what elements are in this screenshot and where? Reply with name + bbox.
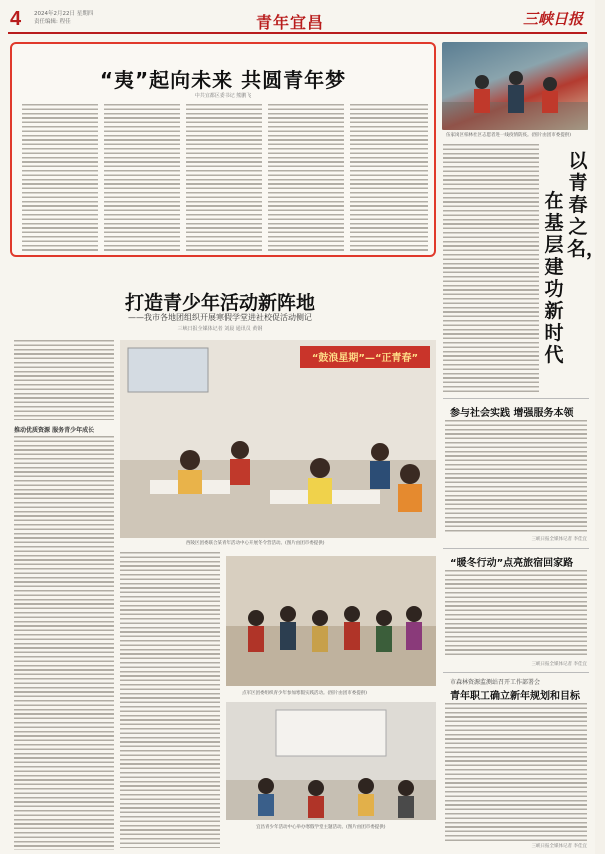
side-story-1-text [445, 420, 587, 532]
right-text-column [443, 144, 539, 394]
issue-meta [34, 10, 93, 26]
issue-editor: 责任编辑: 程佳 [34, 19, 71, 25]
feature-article [10, 42, 436, 257]
middle-text-column-1 [14, 436, 114, 850]
classroom-photo [120, 340, 436, 538]
side-story-1-author: 三峡日报全媒体记者 李佳宜 [531, 537, 587, 542]
volunteer-photo-caption: 伍家岗区柏林社区志愿者进一线疫情防疫。(图片由团市委提供) [446, 133, 572, 138]
side-story-3-author: 三峡日报全媒体记者 李佳宜 [531, 844, 587, 849]
side-divider-2 [443, 548, 589, 549]
side-story-3-kicker: 市森林资源监测站召开工作部署会 [450, 679, 541, 686]
middle-subhead: 推动优质资源 服务青少年成长 [14, 427, 95, 434]
classroom-photo-scene [120, 340, 436, 538]
section-title: 青年宜昌 [256, 13, 325, 32]
volunteer-photo [442, 42, 588, 130]
page-number: 4 [10, 8, 22, 30]
side-story-1-title: 参与社会实践 增强服务本领 [450, 408, 574, 419]
middle-headline: 打造青少年活动新阵地 [124, 292, 315, 314]
middle-byline: 三峡日报全媒体记者 刘晨 通讯员 黄钢 [177, 326, 263, 332]
masthead [8, 6, 587, 34]
newspaper-logo: 三峡日报 [522, 10, 583, 28]
classroom-banner-text: “鼓浪星期”—“正青春” [311, 353, 419, 364]
vertical-headline [543, 150, 605, 390]
feature-text-column-5 [350, 104, 428, 252]
practice-photo [226, 556, 436, 686]
side-divider-1 [443, 398, 589, 399]
youth-center-photo-scene [226, 702, 436, 820]
youth-center-photo-caption: 宜昌青少年活动中心举办寒假学堂主题活动。(图片由团市委提供) [256, 825, 386, 830]
feature-text-column-1 [22, 104, 98, 252]
youth-center-photo [226, 702, 436, 820]
side-story-2-author: 三峡日报全媒体记者 李佳宜 [531, 662, 587, 667]
middle-subheadline: ——我市各地团组织开展寒假学堂进社校促活动侧记 [128, 313, 312, 322]
feature-byline: 中共宜都区委书记 熊鹏飞 [194, 93, 252, 99]
feature-headline: “夷”起向未来 共圆青年梦 [99, 68, 347, 92]
side-story-3-title: 青年职工确立新年规划和目标 [450, 691, 580, 702]
middle-text-column-2 [120, 552, 220, 848]
volunteer-photo-figures [442, 42, 588, 130]
middle-lead-text [14, 340, 114, 420]
feature-text-column-3 [186, 104, 262, 252]
vertical-headline-line-1: 以青春之名， [567, 150, 605, 260]
practice-photo-scene [226, 556, 436, 686]
classroom-photo-caption: 西陵区团委联合某青年活动中心开展冬令营活动。(图片由团市委提供) [186, 541, 325, 546]
practice-photo-caption: 点军区团委组织青少年参加寒假实践活动。(图片由团市委提供) [242, 691, 368, 696]
feature-text-column-4 [268, 104, 344, 252]
side-story-3-text [445, 703, 587, 841]
side-story-2-title: “暖冬行动”点亮旅宿回家路 [450, 558, 574, 569]
feature-text-column-2 [104, 104, 180, 252]
side-divider-3 [443, 672, 589, 673]
issue-date: 2024年2月22日 星期四 [34, 11, 94, 17]
side-story-2-text [445, 570, 587, 658]
vertical-headline-line-2: 在基层建功新时代 [544, 190, 564, 366]
